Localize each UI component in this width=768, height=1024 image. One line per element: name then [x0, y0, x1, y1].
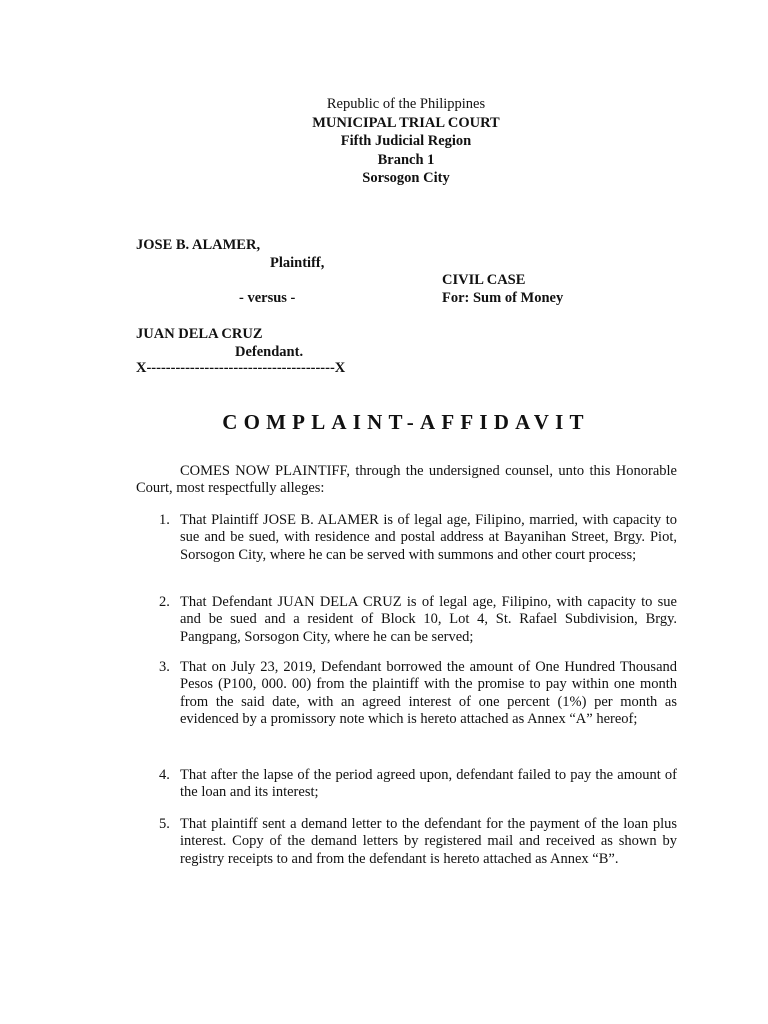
- allegation-text: That plaintiff sent a demand letter to the defendant for the payment of the loan plus interest. Copy of the demand letters by registered mail and received as shown by registry receipts to and from the defendant is hereto attached as Annex “B”.: [180, 816, 677, 867]
- allegation-text: That after the lapse of the period agreed upon, defendant failed to pay the amount of the loan and its interest;: [180, 767, 677, 801]
- defendant-name: JUAN DELA CRUZ: [136, 326, 263, 342]
- allegation-number: 1.: [159, 512, 170, 528]
- header-court: MUNICIPAL TRIAL COURT: [312, 114, 500, 131]
- allegation-text: That Plaintiff JOSE B. ALAMER is of legal age, Filipino, married, with capacity to sue and be sued, with residence and postal address at Bayanihan Street, Brgy. Piot, Sorsogon City, where he can be served with summons and other court process;: [180, 512, 677, 563]
- versus-label: - versus -: [239, 290, 296, 306]
- allegation-number: 2.: [159, 594, 170, 610]
- case-nature: For: Sum of Money: [442, 290, 564, 306]
- case-label: CIVIL CASE: [442, 272, 526, 288]
- caption-divider: X---------------------------------------X: [136, 360, 346, 376]
- allegation-number: 3.: [159, 659, 170, 675]
- header-republic: Republic of the Philippines: [326, 96, 486, 112]
- allegation-item: [136, 816, 677, 868]
- document-title: COMPLAINT-AFFIDAVIT: [222, 410, 590, 434]
- plaintiff-role: Plaintiff,: [270, 255, 325, 271]
- allegation-item: [136, 767, 677, 802]
- allegation-number: 4.: [159, 767, 170, 783]
- defendant-role: Defendant.: [235, 344, 304, 360]
- header-branch: Branch 1: [377, 151, 435, 168]
- intro-paragraph: COMES NOW PLAINTIFF, through the undersigned counsel, unto this Honorable Court, most respectfully alleges:: [136, 463, 677, 496]
- header-city: Sorsogon City: [362, 170, 450, 186]
- header-region: Fifth Judicial Region: [340, 133, 472, 149]
- allegation-item: [136, 659, 677, 728]
- allegation-number: 5.: [159, 816, 170, 832]
- allegation-item: [136, 512, 677, 564]
- allegation-text: That on July 23, 2019, Defendant borrowed the amount of One Hundred Thousand Pesos (P100, 000. 00) from the plaintiff with the promise to pay within one month from the said date, with an agreed interest of one percent (1%) per month as evidenced by a promissory note which is hereto attached as Annex “A” hereof;: [180, 659, 677, 727]
- allegation-text: That Defendant JUAN DELA CRUZ is of legal age, Filipino, with capacity to sue and be sued and a resident of Block 10, Lot 4, St. Rafael Subdivision, Brgy. Pangpang, Sorsogon City, where he can be served;: [180, 594, 677, 645]
- court-header: [0, 95, 768, 188]
- plaintiff-name: JOSE B. ALAMER,: [136, 237, 261, 253]
- allegation-item: [136, 594, 677, 646]
